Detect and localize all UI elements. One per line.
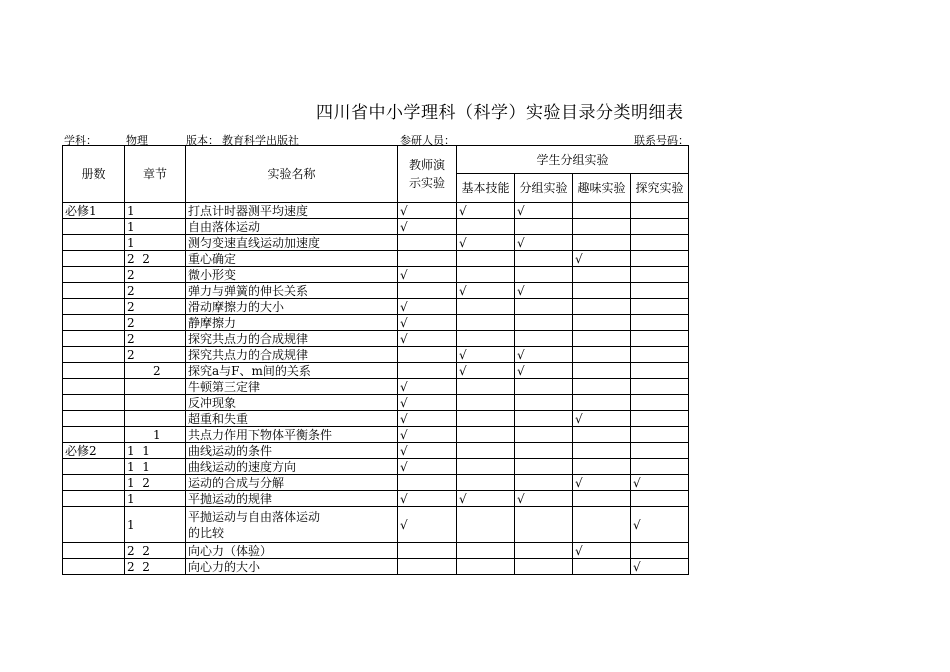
basic-skills-check	[457, 331, 515, 347]
experiment-name-cell: 反冲现象	[186, 395, 398, 411]
participants-label: 参研人员：	[400, 134, 455, 147]
teacher-demo-check	[398, 251, 457, 267]
teacher-demo-check	[398, 559, 457, 575]
experiment-name-cell: 探究a与F、m间的关系	[186, 363, 398, 379]
basic-skills-check	[457, 411, 515, 427]
volume-cell	[63, 411, 125, 427]
volume-cell	[63, 427, 125, 443]
chapter-cell: 2	[125, 315, 186, 331]
volume-cell	[63, 219, 125, 235]
explore-experiment-check	[631, 459, 689, 475]
teacher-demo-check: √	[398, 331, 457, 347]
volume-cell	[63, 347, 125, 363]
experiment-name-cell: 向心力（体验）	[186, 543, 398, 559]
group-experiment-check	[515, 251, 573, 267]
table-row	[63, 267, 689, 283]
chapter-cell: 1	[125, 491, 186, 507]
experiment-name-cell: 静摩擦力	[186, 315, 398, 331]
experiment-name-cell: 探究共点力的合成规律	[186, 347, 398, 363]
interest-experiment-check: √	[573, 251, 631, 267]
chapter-cell: 2 2	[125, 251, 186, 267]
header-teacher-demo	[398, 146, 457, 203]
volume-cell: 必修1	[63, 203, 125, 219]
header-experiment-name: 实验名称	[186, 146, 398, 203]
teacher-demo-check	[398, 235, 457, 251]
experiment-name-cell: 运动的合成与分解	[186, 475, 398, 491]
chapter-cell	[125, 379, 186, 395]
explore-experiment-check: √	[631, 475, 689, 491]
table-row	[63, 251, 689, 267]
experiment-name-cell: 曲线运动的速度方向	[186, 459, 398, 475]
experiment-name-cell: 微小形变	[186, 267, 398, 283]
chapter-cell: 1 1	[125, 443, 186, 459]
interest-experiment-check	[573, 507, 631, 543]
basic-skills-check: √	[457, 235, 515, 251]
interest-experiment-check	[573, 559, 631, 575]
explore-experiment-check	[631, 491, 689, 507]
explore-experiment-check	[631, 347, 689, 363]
table-row	[63, 283, 689, 299]
explore-experiment-check	[631, 411, 689, 427]
teacher-demo-check	[398, 363, 457, 379]
explore-experiment-check	[631, 379, 689, 395]
explore-experiment-check	[631, 299, 689, 315]
interest-experiment-check	[573, 283, 631, 299]
basic-skills-check: √	[457, 347, 515, 363]
volume-cell	[63, 475, 125, 491]
experiment-name-cell: 滑动摩擦力的大小	[186, 299, 398, 315]
experiment-name-cell: 曲线运动的条件	[186, 443, 398, 459]
teacher-demo-check	[398, 475, 457, 491]
interest-experiment-check	[573, 491, 631, 507]
experiment-name-cell: 自由落体运动	[186, 219, 398, 235]
table-row	[63, 507, 689, 543]
interest-experiment-check	[573, 219, 631, 235]
table-row	[63, 559, 689, 575]
experiment-name-cell: 重心确定	[186, 251, 398, 267]
teacher-demo-check: √	[398, 427, 457, 443]
explore-experiment-check	[631, 543, 689, 559]
explore-experiment-check	[631, 235, 689, 251]
explore-experiment-check: √	[631, 559, 689, 575]
interest-experiment-check	[573, 395, 631, 411]
volume-cell	[63, 379, 125, 395]
table-row	[63, 395, 689, 411]
explore-experiment-check	[631, 283, 689, 299]
subject-label: 学科：	[64, 134, 97, 147]
basic-skills-check	[457, 251, 515, 267]
group-experiment-check	[515, 475, 573, 491]
header-teacher-demo-line2: 示实验	[408, 176, 445, 190]
page-title: 四川省中小学理科（科学）实验目录分类明细表	[316, 103, 684, 123]
basic-skills-check	[457, 395, 515, 411]
header-teacher-demo-line1: 教师演	[408, 158, 445, 172]
table-row	[63, 347, 689, 363]
experiment-name-cell: 打点计时器测平均速度	[186, 203, 398, 219]
explore-experiment-check	[631, 267, 689, 283]
volume-cell	[63, 315, 125, 331]
teacher-demo-check: √	[398, 395, 457, 411]
header-explore-experiment: 探究实验	[631, 174, 689, 203]
chapter-cell: 2	[125, 283, 186, 299]
table-row	[63, 219, 689, 235]
volume-cell: 必修2	[63, 443, 125, 459]
chapter-cell: 2	[125, 331, 186, 347]
group-experiment-check	[515, 427, 573, 443]
table-row	[63, 299, 689, 315]
version-value: 教育科学出版社	[222, 134, 299, 147]
volume-cell	[63, 331, 125, 347]
basic-skills-check	[457, 267, 515, 283]
teacher-demo-check: √	[398, 411, 457, 427]
table-row	[63, 235, 689, 251]
experiment-name-cell: 弹力与弹簧的伸长关系	[186, 283, 398, 299]
chapter-cell: 2 2	[125, 559, 186, 575]
group-experiment-check	[515, 559, 573, 575]
interest-experiment-check	[573, 363, 631, 379]
experiment-name-cell: 牛顿第三定律	[186, 379, 398, 395]
volume-cell	[63, 491, 125, 507]
explore-experiment-check	[631, 331, 689, 347]
table-row	[63, 411, 689, 427]
volume-cell	[63, 235, 125, 251]
interest-experiment-check: √	[573, 543, 631, 559]
group-experiment-check	[515, 507, 573, 543]
basic-skills-check	[457, 507, 515, 543]
table-row	[63, 543, 689, 559]
table-row	[63, 443, 689, 459]
basic-skills-check	[457, 315, 515, 331]
explore-experiment-check	[631, 427, 689, 443]
chapter-cell: 2	[125, 267, 186, 283]
explore-experiment-check	[631, 203, 689, 219]
basic-skills-check: √	[457, 283, 515, 299]
explore-experiment-check	[631, 251, 689, 267]
contact-label: 联系号码：	[634, 134, 689, 147]
chapter-cell: 2	[125, 347, 186, 363]
basic-skills-check	[457, 475, 515, 491]
table-row	[63, 475, 689, 491]
basic-skills-check	[457, 219, 515, 235]
teacher-demo-check: √	[398, 491, 457, 507]
teacher-demo-check: √	[398, 315, 457, 331]
teacher-demo-check: √	[398, 299, 457, 315]
header-row-1	[63, 146, 689, 174]
volume-cell	[63, 395, 125, 411]
group-experiment-check	[515, 543, 573, 559]
header-basic-skills: 基本技能	[457, 174, 515, 203]
group-experiment-check	[515, 459, 573, 475]
header-student-group: 学生分组实验	[457, 146, 689, 174]
experiment-table	[62, 145, 689, 575]
basic-skills-check	[457, 427, 515, 443]
interest-experiment-check	[573, 331, 631, 347]
interest-experiment-check	[573, 443, 631, 459]
chapter-cell: 1	[125, 427, 186, 443]
header-interest-experiment: 趣味实验	[573, 174, 631, 203]
teacher-demo-check	[398, 347, 457, 363]
chapter-cell: 1	[125, 507, 186, 543]
header-volume: 册数	[63, 146, 125, 203]
basic-skills-check: √	[457, 491, 515, 507]
group-experiment-check: √	[515, 491, 573, 507]
explore-experiment-check	[631, 363, 689, 379]
chapter-cell: 1	[125, 235, 186, 251]
chapter-cell	[125, 395, 186, 411]
group-experiment-check: √	[515, 283, 573, 299]
teacher-demo-check	[398, 283, 457, 299]
basic-skills-check	[457, 379, 515, 395]
basic-skills-check: √	[457, 203, 515, 219]
group-experiment-check	[515, 411, 573, 427]
group-experiment-check: √	[515, 363, 573, 379]
chapter-cell: 1	[125, 203, 186, 219]
volume-cell	[63, 267, 125, 283]
group-experiment-check	[515, 267, 573, 283]
table-row	[63, 363, 689, 379]
table-row	[63, 315, 689, 331]
explore-experiment-check: √	[631, 507, 689, 543]
interest-experiment-check	[573, 203, 631, 219]
basic-skills-check	[457, 443, 515, 459]
experiment-name-cell: 向心力的大小	[186, 559, 398, 575]
interest-experiment-check	[573, 459, 631, 475]
chapter-cell: 2 2	[125, 543, 186, 559]
table-row	[63, 203, 689, 219]
explore-experiment-check	[631, 315, 689, 331]
group-experiment-check	[515, 379, 573, 395]
teacher-demo-check: √	[398, 267, 457, 283]
header-chapter: 章节	[125, 146, 186, 203]
chapter-cell	[125, 411, 186, 427]
volume-cell	[63, 363, 125, 379]
teacher-demo-check: √	[398, 459, 457, 475]
chapter-cell: 2	[125, 299, 186, 315]
version-label: 版本：	[186, 134, 219, 147]
group-experiment-check	[515, 299, 573, 315]
header-group-experiment: 分组实验	[515, 174, 573, 203]
group-experiment-check: √	[515, 235, 573, 251]
group-experiment-check	[515, 395, 573, 411]
chapter-cell: 1 1	[125, 459, 186, 475]
experiment-name-cell: 平抛运动的规律	[186, 491, 398, 507]
explore-experiment-check	[631, 395, 689, 411]
basic-skills-check	[457, 459, 515, 475]
experiment-name-line1: 平抛运动与自由落体运动	[188, 509, 321, 524]
group-experiment-check: √	[515, 203, 573, 219]
teacher-demo-check: √	[398, 379, 457, 395]
table-row	[63, 331, 689, 347]
interest-experiment-check	[573, 299, 631, 315]
experiment-name-cell: 探究共点力的合成规律	[186, 331, 398, 347]
group-experiment-check	[515, 315, 573, 331]
volume-cell	[63, 283, 125, 299]
interest-experiment-check	[573, 379, 631, 395]
interest-experiment-check	[573, 427, 631, 443]
subject-value: 物理	[126, 134, 148, 147]
teacher-demo-check: √	[398, 203, 457, 219]
experiment-name-cell	[186, 507, 398, 543]
teacher-demo-check: √	[398, 443, 457, 459]
chapter-cell: 2	[125, 363, 186, 379]
experiment-name-cell: 测匀变速直线运动加速度	[186, 235, 398, 251]
group-experiment-check: √	[515, 347, 573, 363]
table-row	[63, 459, 689, 475]
group-experiment-check	[515, 443, 573, 459]
basic-skills-check: √	[457, 363, 515, 379]
group-experiment-check	[515, 219, 573, 235]
volume-cell	[63, 459, 125, 475]
interest-experiment-check	[573, 267, 631, 283]
teacher-demo-check: √	[398, 219, 457, 235]
volume-cell	[63, 559, 125, 575]
table-row	[63, 491, 689, 507]
table-row	[63, 379, 689, 395]
experiment-name-line2: 的比较	[188, 525, 225, 540]
interest-experiment-check: √	[573, 475, 631, 491]
volume-cell	[63, 251, 125, 267]
teacher-demo-check: √	[398, 507, 457, 543]
explore-experiment-check	[631, 219, 689, 235]
interest-experiment-check: √	[573, 411, 631, 427]
chapter-cell: 1 2	[125, 475, 186, 491]
chapter-cell: 1	[125, 219, 186, 235]
interest-experiment-check	[573, 347, 631, 363]
interest-experiment-check	[573, 315, 631, 331]
volume-cell	[63, 299, 125, 315]
volume-cell	[63, 543, 125, 559]
interest-experiment-check	[573, 235, 631, 251]
experiment-name-cell: 超重和失重	[186, 411, 398, 427]
explore-experiment-check	[631, 443, 689, 459]
basic-skills-check	[457, 543, 515, 559]
group-experiment-check	[515, 331, 573, 347]
volume-cell	[63, 507, 125, 543]
basic-skills-check	[457, 559, 515, 575]
experiment-name-cell: 共点力作用下物体平衡条件	[186, 427, 398, 443]
basic-skills-check	[457, 299, 515, 315]
table-row	[63, 427, 689, 443]
teacher-demo-check	[398, 543, 457, 559]
